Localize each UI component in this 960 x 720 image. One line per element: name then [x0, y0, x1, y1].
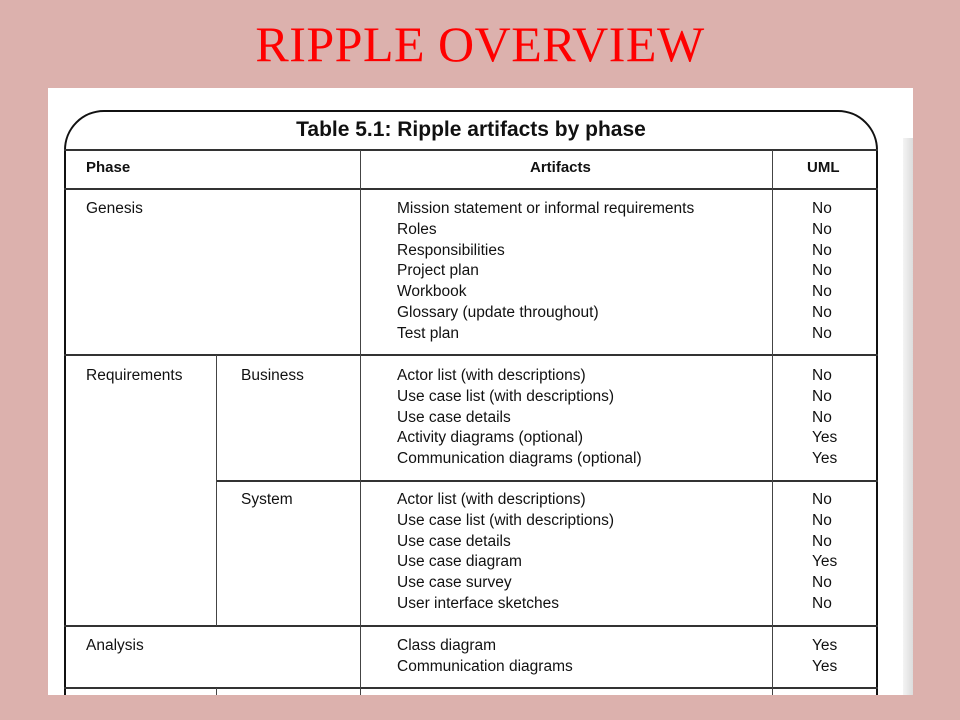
rule-under-header	[64, 188, 878, 190]
artifact-item: Use case diagram	[397, 553, 522, 571]
rule-after-analysis	[64, 687, 878, 689]
artifact-item: Class diagram	[397, 637, 497, 654]
uml-value: No	[812, 367, 832, 384]
artifact-item: Mission statement or informal requirements	[397, 200, 695, 217]
uml-value: No	[812, 324, 832, 342]
artifact-item: Project plan	[397, 262, 479, 280]
artifact-item: Use case details	[397, 408, 511, 426]
rule-after-genesis	[64, 354, 878, 356]
subphase-cell: System	[241, 491, 293, 508]
uml-value: No	[812, 532, 832, 550]
uml-value: No	[812, 262, 832, 280]
uml-value: No	[812, 241, 832, 259]
uml-value: No	[812, 303, 832, 321]
artifact-list	[397, 490, 614, 615]
header-artifacts: Artifacts	[530, 159, 591, 176]
artifacts-table	[48, 88, 913, 695]
artifact-item: Workbook	[397, 283, 467, 301]
phase-cell: Requirements	[86, 367, 183, 384]
uml-value: No	[812, 511, 832, 529]
slide-title: RIPPLE OVERVIEW	[255, 16, 705, 72]
uml-value: No	[812, 387, 832, 405]
uml-list	[812, 636, 837, 678]
col-divider-subphase	[216, 355, 217, 626]
uml-value: Yes	[812, 637, 838, 654]
artifact-item: Actor list (with descriptions)	[397, 491, 586, 508]
uml-value: No	[812, 408, 832, 426]
uml-list	[812, 490, 837, 615]
uml-value: Yes	[812, 429, 838, 447]
artifact-list	[397, 199, 694, 345]
artifact-item: User interface sketches	[397, 594, 559, 612]
phase-cell: Analysis	[86, 637, 144, 654]
uml-value: Yes	[812, 553, 838, 571]
rule-after-requirements	[64, 625, 878, 627]
artifact-list	[397, 636, 573, 678]
rule-under-caption	[64, 149, 878, 151]
artifact-item: Communication diagrams (optional)	[397, 450, 642, 468]
artifact-item: Test plan	[397, 324, 460, 342]
header-phase: Phase	[86, 159, 131, 176]
artifact-item: Activity diagrams (optional)	[397, 429, 584, 447]
phase-cell: Genesis	[86, 200, 143, 217]
artifact-item: Use case list (with descriptions)	[397, 511, 615, 529]
uml-list	[812, 366, 837, 470]
artifact-item: Communication diagrams	[397, 657, 573, 675]
rule-business-system	[216, 480, 878, 482]
artifact-item: Use case survey	[397, 574, 512, 592]
col-divider-artifacts-uml	[772, 150, 773, 695]
uml-value: No	[812, 491, 832, 508]
table-caption: Table 5.1: Ripple artifacts by phase	[296, 118, 646, 141]
header-uml: UML	[807, 159, 840, 176]
uml-list	[812, 199, 832, 345]
uml-value: No	[812, 283, 832, 301]
col-divider-phase-artifacts	[360, 150, 361, 695]
uml-value: No	[812, 574, 832, 592]
artifact-item: Actor list (with descriptions)	[397, 367, 586, 384]
uml-value: No	[812, 200, 832, 217]
uml-value: Yes	[812, 657, 838, 675]
uml-value: Yes	[812, 450, 838, 468]
col-divider-subphase-bottom	[216, 688, 217, 695]
artifact-item: Glossary (update throughout)	[397, 303, 599, 321]
scanned-table-page	[48, 88, 913, 695]
artifact-list	[397, 366, 642, 470]
artifact-item: Use case details	[397, 532, 511, 550]
subphase-cell: Business	[241, 367, 304, 384]
artifact-item: Responsibilities	[397, 241, 505, 259]
artifact-item: Use case list (with descriptions)	[397, 387, 615, 405]
uml-value: No	[812, 594, 832, 612]
uml-value: No	[812, 220, 832, 238]
artifact-item: Roles	[397, 220, 437, 238]
